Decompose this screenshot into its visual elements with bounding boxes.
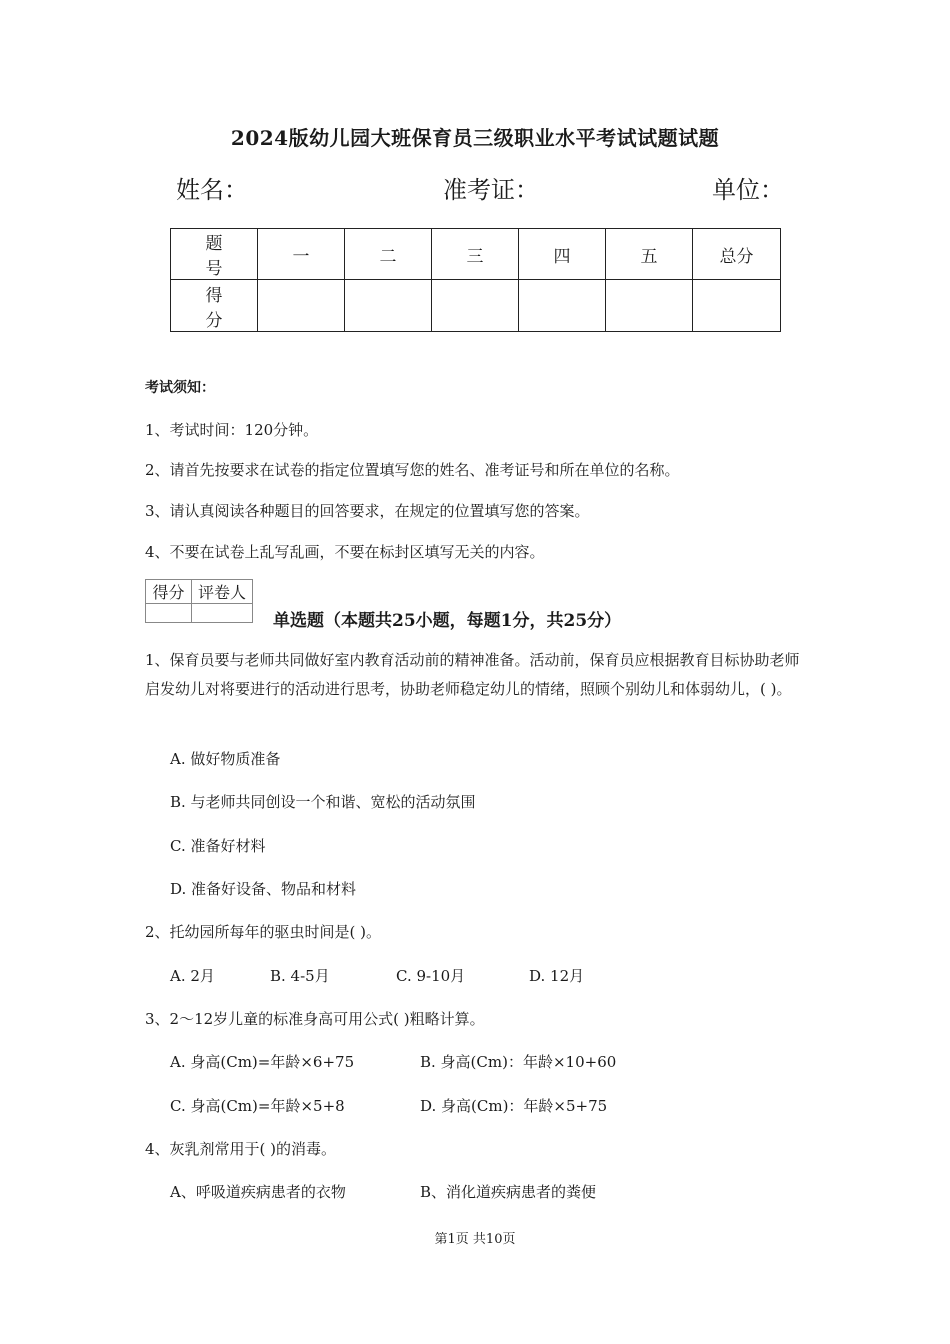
notice-heading: 考试须知： [145,380,215,396]
notice-item: 2、请首先按要求在试卷的指定位置填写您的姓名、准考证号和所在单位的名称。 [145,461,680,479]
question-3-option-b: B. 身高(Cm)：年龄×10+60 [420,1053,617,1071]
grader-box [145,579,253,623]
question-stem-2: 2、托幼园所每年的驱虫时间是( )。 [145,923,382,941]
question-2-option-d: D. 12月 [529,967,585,985]
question-1-option-a: A. 做好物质准备 [170,750,281,768]
exam-title: 2024版幼儿园大班保育员三级职业水平考试试题试题 [230,126,720,150]
section-header-5: 五 [606,229,693,280]
score-table-header-row [171,229,781,280]
question-2-option-c: C. 9-10月 [396,967,466,985]
question-4-option-b: B、消化道疾病患者的粪便 [420,1183,597,1201]
exam-number-field-label: 准考证： [443,176,539,204]
notice-item: 1、考试时间：120分钟。 [145,421,319,439]
score-cell-2 [345,280,432,332]
score-cell-5 [606,280,693,332]
total-header: 总分 [693,229,781,280]
question-2-option-b: B. 4-5月 [270,967,330,985]
name-field-label: 姓名： [176,176,248,204]
section-title: 单选题（本题共25小题，每题1分，共25分） [273,611,622,631]
question-stem-3: 3、2～12岁儿童的标准身高可用公式( )粗略计算。 [145,1010,485,1028]
score-cell-total [693,280,781,332]
score-table-score-row [171,280,781,332]
notice-item: 4、不要在试卷上乱写乱画，不要在标封区填写无关的内容。 [145,543,545,561]
notice-item: 3、请认真阅读各种题目的回答要求，在规定的位置填写您的答案。 [145,502,590,520]
section-header-3: 三 [432,229,519,280]
grader-reviewer-cell [192,604,253,623]
question-number-label: 题 号 [171,229,258,280]
question-stem-1: 1、保育员要与老师共同做好室内教育活动前的精神准备。活动前，保育员应根据教育目标协助老师启发幼儿对将要进行的活动进行思考，协助老师稳定幼儿的情绪，照顾个别幼儿和体弱幼儿，( )。 [145,651,800,698]
score-table [170,228,781,332]
score-label: 得 分 [171,280,258,332]
question-2-option-a: A. 2月 [170,967,215,985]
question-1-option-d: D. 准备好设备、物品和材料 [170,880,357,898]
score-cell-4 [519,280,606,332]
question-1-option-b: B. 与老师共同创设一个和谐、宽松的活动氛围 [170,793,476,811]
question-stem-4: 4、灰乳剂常用于( )的消毒。 [145,1140,337,1158]
section-header-1: 一 [258,229,345,280]
page-footer: 第1页 共10页 [434,1232,516,1247]
unit-field-label: 单位： [712,176,784,204]
question-4-option-a: A、呼吸道疾病患者的衣物 [170,1183,346,1201]
section-header-2: 二 [345,229,432,280]
score-cell-1 [258,280,345,332]
section-header-4: 四 [519,229,606,280]
grader-score-label: 得分 [146,580,192,604]
question-1-option-c: C. 准备好材料 [170,837,266,855]
grader-reviewer-label: 评卷人 [192,580,253,604]
grader-score-cell [146,604,192,623]
question-3-option-a: A. 身高(Cm)=年龄×6+75 [170,1053,355,1071]
question-3-option-c: C. 身高(Cm)=年龄×5+8 [170,1097,345,1115]
score-cell-3 [432,280,519,332]
question-3-option-d: D. 身高(Cm)：年龄×5+75 [420,1097,608,1115]
